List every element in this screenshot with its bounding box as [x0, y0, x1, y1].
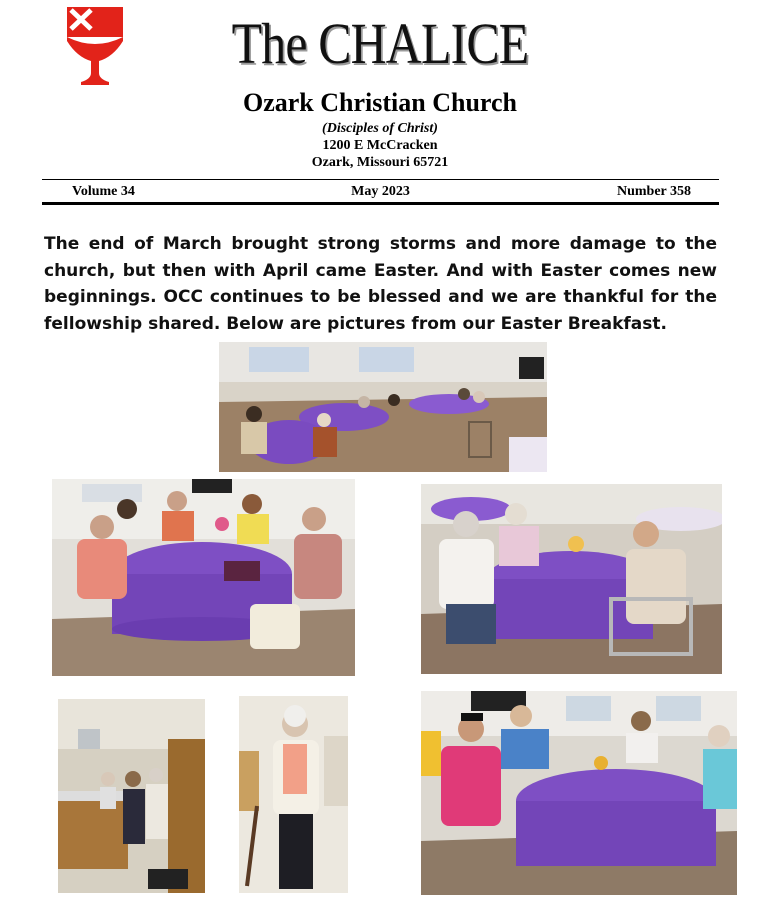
photo-kitchen	[58, 699, 205, 893]
newsletter-title: The CHALICE	[231, 11, 529, 76]
photo-banquet-hall	[219, 342, 547, 472]
issue-number: Number 358	[616, 184, 691, 199]
denomination: (Disciples of Christ)	[322, 121, 438, 136]
header-divider-thick	[42, 202, 719, 205]
photo-group-table	[421, 691, 737, 895]
address-city: Ozark, Missouri 65721	[311, 155, 449, 170]
issue-volume: Volume 34	[72, 184, 135, 199]
issue-date: May 2023	[351, 184, 410, 199]
church-name: Ozark Christian Church	[243, 88, 517, 117]
photo-woman-cane	[239, 696, 348, 893]
address-street: 1200 E McCracken	[322, 138, 438, 153]
intro-paragraph: The end of March brought strong storms and more damage to the church, but then with April came Easter. And with Easter comes new beginnings. OCC continues to be blessed and we are thankful for the fellowship shared. Below are pictures from our Easter Breakfast.	[44, 234, 717, 334]
header-divider	[42, 179, 719, 180]
chalice-logo	[65, 7, 125, 87]
photo-family-table	[52, 479, 355, 676]
photo-table-walker	[421, 484, 722, 674]
issue-info-row	[42, 182, 719, 202]
